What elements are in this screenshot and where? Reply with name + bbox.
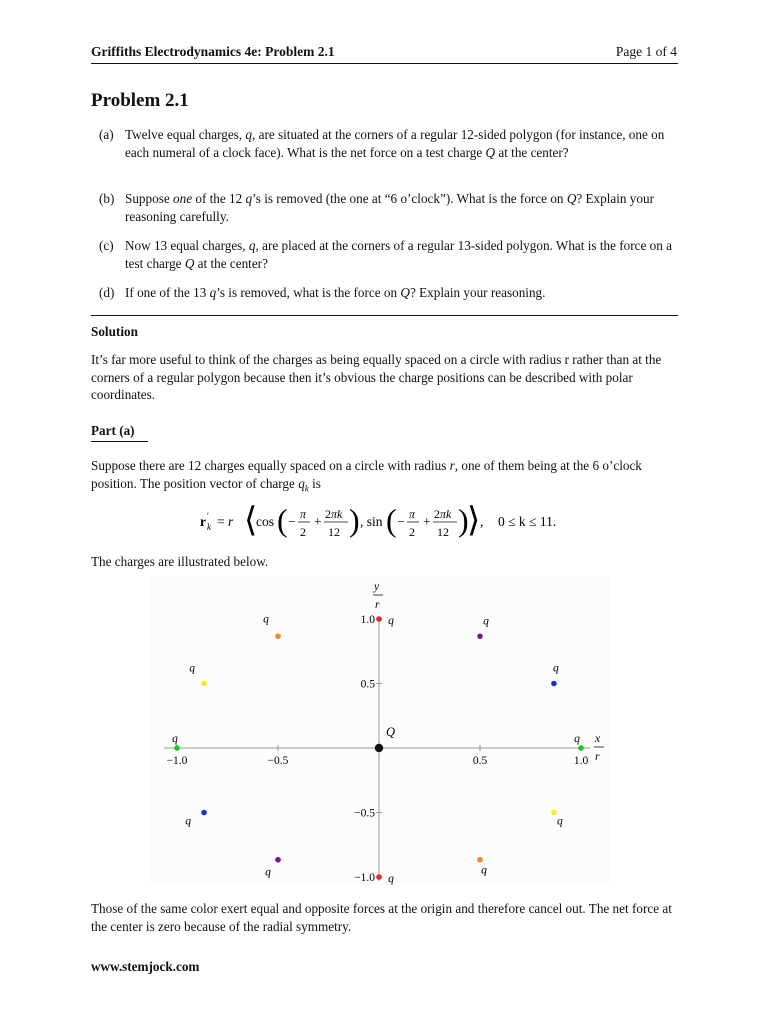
problem-label: (d) <box>99 285 115 300</box>
svg-text:⟨: ⟨ <box>244 502 258 539</box>
charge-point <box>477 633 483 639</box>
part-a-intro: Suppose there are 12 charges equally spaced on a circle with radius r, one of them being at the 6 o’clock position. The position vector of charge $q_k$ is <box>91 458 642 494</box>
problem-text: Suppose one of the 12 q’s is removed (the one at “6 o’clock”). What is the force on Q? Explain your reasoning carefully. <box>125 191 654 224</box>
svg-text:,: , <box>480 514 484 529</box>
problem-text: Now 13 equal charges, q, are placed at the corners of a regular 13-sided polygon. What is the force on a test charge Q at the center? <box>125 238 672 271</box>
charge-point <box>551 810 557 816</box>
problem-title: Problem 2.1 <box>91 90 189 111</box>
x-tick-label: 0.5 <box>472 755 488 767</box>
charge-label: q <box>265 866 271 879</box>
y-tick-label: 1.0 <box>360 614 375 626</box>
svg-text:): ) <box>349 502 360 538</box>
svg-text:(: ( <box>386 502 397 538</box>
charge-label: q <box>483 615 489 628</box>
charge-point <box>477 857 483 863</box>
charge-label: q <box>481 864 487 877</box>
svg-text:k: k <box>207 522 211 532</box>
problem-part-c <box>91 237 678 272</box>
charge-label: q <box>189 662 195 675</box>
plot-background <box>150 576 610 886</box>
charge-point <box>201 681 207 687</box>
y-tick-label: −0.5 <box>354 807 375 820</box>
charge-label: q <box>388 615 394 627</box>
problem-part-d <box>91 284 678 302</box>
y-tick-label: −1.0 <box>354 872 375 884</box>
footer-url: www.stemjock.com <box>91 959 200 974</box>
problem-label: (a) <box>99 127 114 142</box>
svg-text:(: ( <box>277 502 288 538</box>
x-axis-unit: r <box>595 751 600 763</box>
center-charge-label: Q <box>386 725 396 739</box>
test-charge-point <box>375 744 383 752</box>
part-a-underline <box>91 441 148 442</box>
charge-point <box>551 681 557 687</box>
problem-part-a <box>91 126 678 161</box>
svg-text:12: 12 <box>328 525 340 539</box>
svg-text:⟩: ⟩ <box>467 502 481 539</box>
part-a-heading: Part (a) <box>91 423 135 438</box>
svg-text:+: + <box>314 514 322 529</box>
header-title: Griffiths Electrodynamics 4e: Problem 2.1 <box>91 44 335 59</box>
problem-text: Twelve equal charges, q, are situated at the corners of a regular 12-sided polygon (for instance, one on each numeral of a clock face). What is the net force on a test charge Q at the center? <box>125 127 665 160</box>
svg-text:−: − <box>288 514 296 529</box>
svg-text:2: 2 <box>409 525 415 539</box>
x-axis-label: x <box>595 733 601 745</box>
charge-point <box>201 810 207 816</box>
conclusion-text: Those of the same color exert equal and opposite forces at the origin and therefore cancel out. The net force at the center is zero because of the radial symmetry. <box>91 901 672 934</box>
svg-text:12: 12 <box>437 525 449 539</box>
svg-text:cos: cos <box>256 514 274 529</box>
charge-label: q <box>388 873 394 885</box>
charge-point <box>376 616 382 622</box>
charge-label: q <box>557 815 563 828</box>
position-vector-equation <box>197 497 577 547</box>
problem-label: (b) <box>99 191 115 206</box>
charge-point <box>275 633 281 639</box>
solution-intro: It’s far more useful to think of the charges as being equally spaced on a circle with radius r rather than at the corners of a regular polygon because then it’s obvious the charge positions can be described with polar coordinates. <box>91 352 662 403</box>
charge-label: q <box>574 733 580 745</box>
charge-plot <box>150 576 610 886</box>
charge-label: q <box>172 733 178 745</box>
svg-text:2πk: 2πk <box>325 507 343 521</box>
x-tick-label: −1.0 <box>166 755 188 767</box>
header-rule <box>91 63 678 64</box>
svg-text:′: ′ <box>207 511 209 521</box>
equation-range: 0 ≤ k ≤ 11. <box>498 514 557 529</box>
charge-point <box>174 745 180 751</box>
svg-text:2πk: 2πk <box>434 507 452 521</box>
charge-point <box>578 745 584 751</box>
svg-text:): ) <box>458 502 469 538</box>
svg-text:= r: = r <box>217 514 234 529</box>
problem-part-b <box>91 190 678 225</box>
svg-text:r: r <box>200 514 206 529</box>
svg-text:, sin: , sin <box>360 514 383 529</box>
charge-label: q <box>553 662 559 675</box>
problem-text: If one of the 13 q’s is removed, what is the force on Q? Explain your reasoning. <box>125 285 546 300</box>
page-number: Page 1 of 4 <box>615 44 677 59</box>
svg-text:π: π <box>300 507 307 521</box>
svg-text:+: + <box>423 514 431 529</box>
illustration-caption: The charges are illustrated below. <box>91 554 269 569</box>
section-rule <box>91 315 678 316</box>
y-tick-label: 0.5 <box>360 678 375 691</box>
charge-label: q <box>263 613 269 626</box>
x-tick-label: 1.0 <box>573 755 589 767</box>
y-axis-label: y <box>374 581 380 593</box>
x-tick-label: −0.5 <box>267 755 289 767</box>
solution-heading: Solution <box>91 324 138 339</box>
svg-text:−: − <box>397 514 405 529</box>
charge-point <box>376 874 382 880</box>
charge-point <box>275 857 281 863</box>
y-axis-unit: r <box>375 599 380 611</box>
charge-label: q <box>185 815 191 828</box>
svg-text:2: 2 <box>300 525 306 539</box>
svg-text:π: π <box>409 507 416 521</box>
problem-label: (c) <box>99 238 114 253</box>
